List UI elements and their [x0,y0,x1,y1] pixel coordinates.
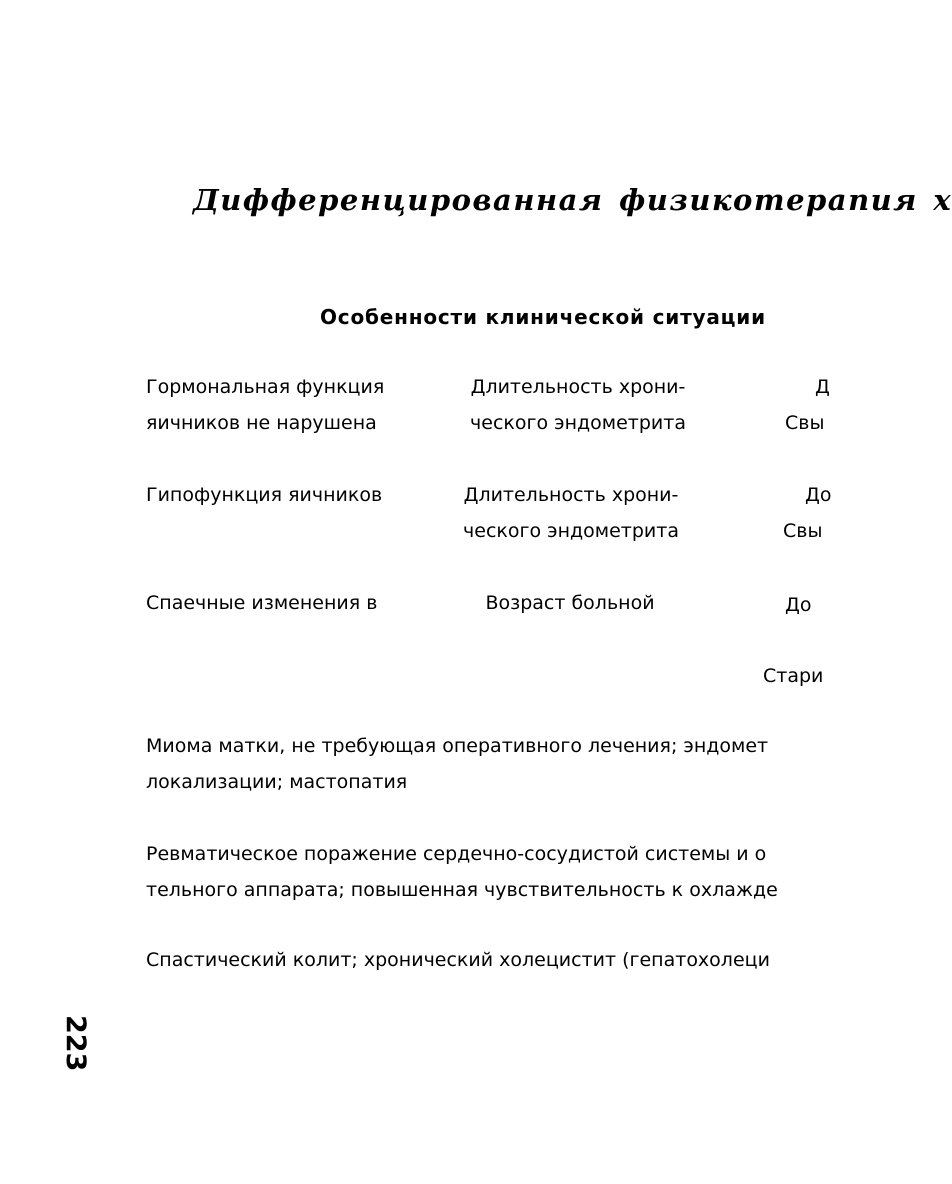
row-2-condition [146,477,382,513]
section-header: Особенности клинической ситуации [320,305,766,329]
page-number: 223 [60,1015,91,1072]
row-1-value-line: Д [815,376,830,398]
row-3-condition [146,585,377,621]
row-3-value-line: Стари [763,665,824,687]
row-3-parameter-line: Возраст больной [485,592,655,614]
row-1-value [785,369,830,441]
row-2-parameter-line: Длительность хрони- [463,484,679,506]
row-3-value-line: До [785,594,812,616]
paragraph-3-line: Спастический колит; хронический холецистит (гепатохолеци [146,949,770,971]
row-2-parameter [431,477,711,549]
row-2-condition-line: Гипофункция яичников [146,484,383,506]
paragraph-3 [146,942,770,978]
row-2-value-line: До [805,484,832,506]
row-2-parameter-line: ческого эндометрита [463,520,679,542]
page-title: Дифференцированная физикотерапия х [193,183,952,217]
row-1-condition-line: Гормональная функция [146,376,385,398]
paragraph-1 [146,728,768,800]
row-2-value [783,477,831,549]
paragraph-1-line: локализации; мастопатия [146,771,408,793]
paragraph-2-line: Ревматическое поражение сердечно-сосудистой системы и о [146,843,767,865]
row-1-condition [146,369,384,441]
row-1-condition-line: яичников не нарушена [146,412,377,434]
paragraph-1-line: Миома матки, не требующая оперативного лечения; эндомет [146,735,769,757]
row-1-parameter-line: ческого эндометрита [470,412,686,434]
row-1-value-line: Свы [785,412,825,434]
row-3-value-second [763,658,823,694]
row-3-value-first [785,587,811,623]
row-1-parameter [438,369,718,441]
paragraph-2-line: тельного аппарата; повышенная чувствительность к охлажде [146,879,778,901]
paragraph-2 [146,836,778,908]
row-3-parameter [430,585,710,621]
row-1-parameter-line: Длительность хрони- [470,376,686,398]
row-3-condition-line: Спаечные изменения в [146,592,378,614]
row-2-value-line: Свы [783,520,823,542]
